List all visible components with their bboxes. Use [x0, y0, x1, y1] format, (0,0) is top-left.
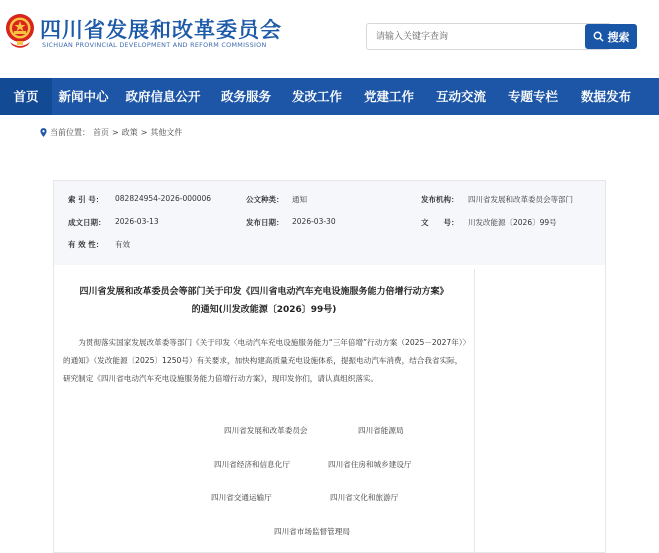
- meta-row: [54, 239, 605, 259]
- signer: 四川省文化和旅游厅: [330, 493, 399, 502]
- search-input[interactable]: [367, 24, 582, 49]
- meta-type-label: 公文种类：: [246, 195, 284, 204]
- meta-created-value: 2026-03-13: [115, 217, 159, 226]
- meta-docno-value: 川发改能源〔2026〕99号: [468, 218, 557, 227]
- location-pin-icon: [40, 128, 47, 137]
- document-body: 为贯彻落实国家发展改革委等部门《关于印发〈电动汽车充电设施服务能力“三年倍增”行动方案（2025－2027年）〉的通知》（发改能源〔2025〕1250号）有关要求，加快构建高质量充电设施体系，提振电动汽车消费，结合我省实际，研究制定《四川省电动汽车充电设施服务能力倍增行动方案》，现印发你们，请认真组织落实。: [63, 338, 467, 383]
- nav-item-home[interactable]: 首页: [0, 78, 52, 115]
- meta-index-value: 082824954-2026-000006: [115, 194, 212, 203]
- meta-index-label: 索 引 号：: [68, 195, 104, 204]
- document-metadata: [54, 181, 605, 265]
- site-title[interactable]: 四川省发展和改革委员会: [40, 18, 282, 42]
- nav-item-news[interactable]: 新闻中心: [58, 89, 109, 104]
- breadcrumb-separator: >: [140, 128, 148, 137]
- signer: 四川省市场监督管理局: [274, 527, 350, 536]
- divider: [474, 269, 475, 553]
- meta-row: [54, 217, 605, 237]
- national-emblem-icon[interactable]: [5, 12, 35, 50]
- document-title: [54, 283, 474, 319]
- site-header: [0, 0, 659, 78]
- signer: 四川省交通运输厅: [211, 493, 272, 502]
- meta-issuer-value: 四川省发展和改革委员会等部门: [468, 195, 573, 204]
- signer: 四川省能源局: [358, 426, 404, 435]
- breadcrumb: [40, 127, 182, 138]
- breadcrumb-separator: >: [112, 128, 119, 137]
- nav-item-gov-info[interactable]: 政府信息公开: [125, 89, 201, 104]
- breadcrumb-policy[interactable]: 政策: [121, 128, 138, 137]
- meta-published-label: 发布日期：: [246, 218, 284, 227]
- meta-validity-value: 有效: [115, 240, 130, 249]
- meta-type-value: 通知: [292, 195, 307, 204]
- meta-created-label: 成文日期：: [68, 218, 106, 227]
- meta-validity-label: 有 效 性：: [68, 240, 104, 249]
- meta-row: [54, 194, 605, 214]
- document-title-line: 的通知(川发改能源〔2026〕99号): [191, 305, 337, 315]
- nav-item-work[interactable]: 发改工作: [291, 89, 342, 104]
- signer: 四川省发展和改革委员会: [224, 426, 308, 435]
- signer: 四川省经济和信息化厅: [214, 460, 290, 469]
- breadcrumb-prefix: 当前位置：: [50, 128, 90, 137]
- search-box: [366, 23, 611, 50]
- meta-issuer-label: 发布机构：: [421, 195, 459, 204]
- article-panel: [53, 180, 606, 553]
- search-button-label: 搜索: [607, 30, 630, 44]
- meta-published-value: 2026-03-30: [292, 217, 336, 226]
- breadcrumb-other-files[interactable]: 其他文件: [150, 128, 183, 137]
- search-button[interactable]: [585, 24, 637, 49]
- nav-item-data[interactable]: 数据发布: [580, 89, 631, 104]
- signer: 四川省住房和城乡建设厅: [328, 460, 412, 469]
- nav-item-topics[interactable]: 专题专栏: [507, 89, 558, 104]
- meta-docno-label: 文 号：: [421, 218, 459, 227]
- breadcrumb-home[interactable]: 首页: [93, 128, 109, 137]
- nav-item-services[interactable]: 政务服务: [220, 89, 271, 104]
- nav-item-interaction[interactable]: 互动交流: [435, 89, 486, 104]
- site-subtitle: SICHUAN PROVINCIAL DEVELOPMENT AND REFORM COMMISSION: [42, 41, 267, 49]
- document-title-line: 四川省发展和改革委员会等部门关于印发《四川省电动汽车充电设施服务能力倍增行动方案》: [79, 287, 449, 297]
- search-icon: [593, 31, 604, 42]
- nav-item-party[interactable]: 党建工作: [363, 89, 414, 104]
- main-nav: [0, 78, 659, 115]
